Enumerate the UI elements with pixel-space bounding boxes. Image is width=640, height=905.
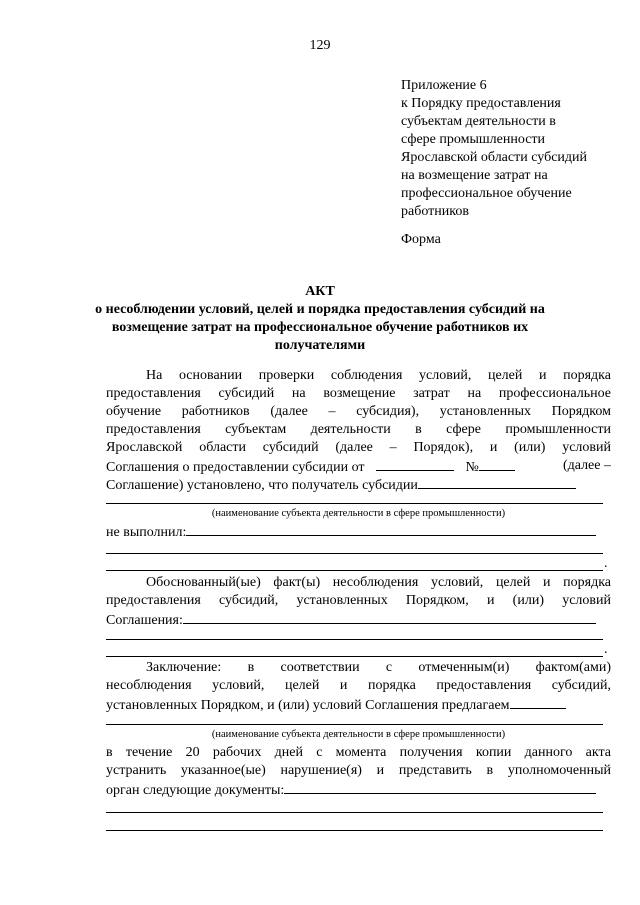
title-line: получателями — [274, 338, 366, 353]
annex-line: Ярославской области субсидий — [401, 150, 588, 165]
text-line: устранить указанное(ые) нарушение(я) и представить в уполномоченный — [106, 763, 611, 778]
document-title — [0, 283, 640, 355]
agreement-number-field[interactable] — [479, 457, 515, 471]
annex-block — [401, 77, 587, 221]
facts-field[interactable] — [183, 610, 596, 624]
recipient-name-line[interactable] — [106, 503, 603, 504]
blank-line[interactable] — [106, 639, 603, 640]
title-line: возмещение затрат на профессиональное обучение работников их — [111, 320, 529, 335]
text-line: Обоснованный(ые) факт(ы) несоблюдения условий, целей и порядка — [146, 575, 611, 590]
period-mark: . — [604, 642, 608, 657]
hereinafter-label: (далее – — [562, 458, 611, 473]
subject-name-line[interactable] — [106, 724, 603, 725]
not-fulfilled-row — [106, 522, 611, 540]
annex-line: сфере промышленности — [401, 132, 546, 147]
text-line: в течение 20 рабочих дней с момента получения копии данного акта — [106, 745, 611, 760]
paragraph-basis — [106, 367, 611, 493]
recipient-label: Соглашение) установлено, что получатель субсидии — [106, 478, 418, 493]
recipient-field[interactable] — [418, 475, 576, 489]
blank-line[interactable] — [106, 830, 603, 831]
not-fulfilled-label: не выполнил: — [106, 525, 187, 540]
documents-field[interactable] — [284, 780, 596, 794]
paragraph-instructions — [106, 744, 611, 798]
page-number: 129 — [309, 38, 331, 53]
annex-line: субъектам деятельности в — [401, 114, 556, 129]
blank-line[interactable] — [106, 553, 603, 554]
agreement-label: Соглашения: — [106, 613, 183, 628]
paragraph-conclusion — [106, 659, 611, 713]
blank-line[interactable] — [106, 812, 603, 813]
text-line — [106, 457, 611, 475]
text-line: предоставления субсидий на возмещение затрат на профессиональное — [106, 386, 611, 401]
annex-line: работников — [401, 204, 469, 219]
text-line: предоставления субсидий, установленных Порядком, и (или) условий — [106, 593, 611, 608]
period-mark: . — [604, 556, 608, 571]
annex-line: на возмещение затрат на — [401, 168, 548, 183]
title-line: о несоблюдении условий, целей и порядка предоставления субсидий на — [95, 302, 545, 317]
agreement-number-label: № — [465, 460, 479, 475]
blank-line[interactable] — [106, 656, 603, 657]
blank-line[interactable] — [106, 570, 603, 571]
title-heading: АКТ — [305, 284, 335, 299]
text-line: предоставления субъектам деятельности в сфере промышленности — [106, 422, 611, 437]
caption-subject-name: (наименование субъекта деятельности в сфере промышленности) — [211, 508, 506, 519]
text-line: На основании проверки соблюдения условий, целей и порядка — [146, 368, 611, 383]
text-line: несоблюдения условий, целей и порядка предоставления субсидий, — [106, 678, 611, 693]
text-line: обучение работников (далее – субсидия), установленных Порядком — [106, 404, 611, 419]
agreement-date-field[interactable] — [376, 457, 454, 471]
text-line: Заключение: в соответствии с отмеченным(и) фактом(ами) — [146, 660, 611, 675]
annex-line: к Порядку предоставления — [401, 96, 561, 111]
caption-subject-name: (наименование субъекта деятельности в сфере промышленности) — [211, 729, 506, 740]
not-fulfilled-field[interactable] — [186, 522, 596, 536]
documents-label: орган следующие документы: — [106, 783, 285, 798]
paragraph-facts — [106, 574, 611, 628]
text-line: Ярославской области субсидий (далее – Порядок), и (или) условий — [106, 440, 611, 455]
proposal-label: установленных Порядком, и (или) условий Соглашения предлагаем — [106, 698, 510, 713]
form-label: Форма — [401, 232, 441, 247]
annex-line: Приложение 6 — [401, 78, 487, 93]
text-line — [106, 475, 611, 493]
annex-line: профессиональное обучение — [401, 186, 572, 201]
agreement-from-label: Соглашения о предоставлении субсидии от — [106, 460, 365, 475]
proposal-field[interactable] — [510, 695, 566, 709]
